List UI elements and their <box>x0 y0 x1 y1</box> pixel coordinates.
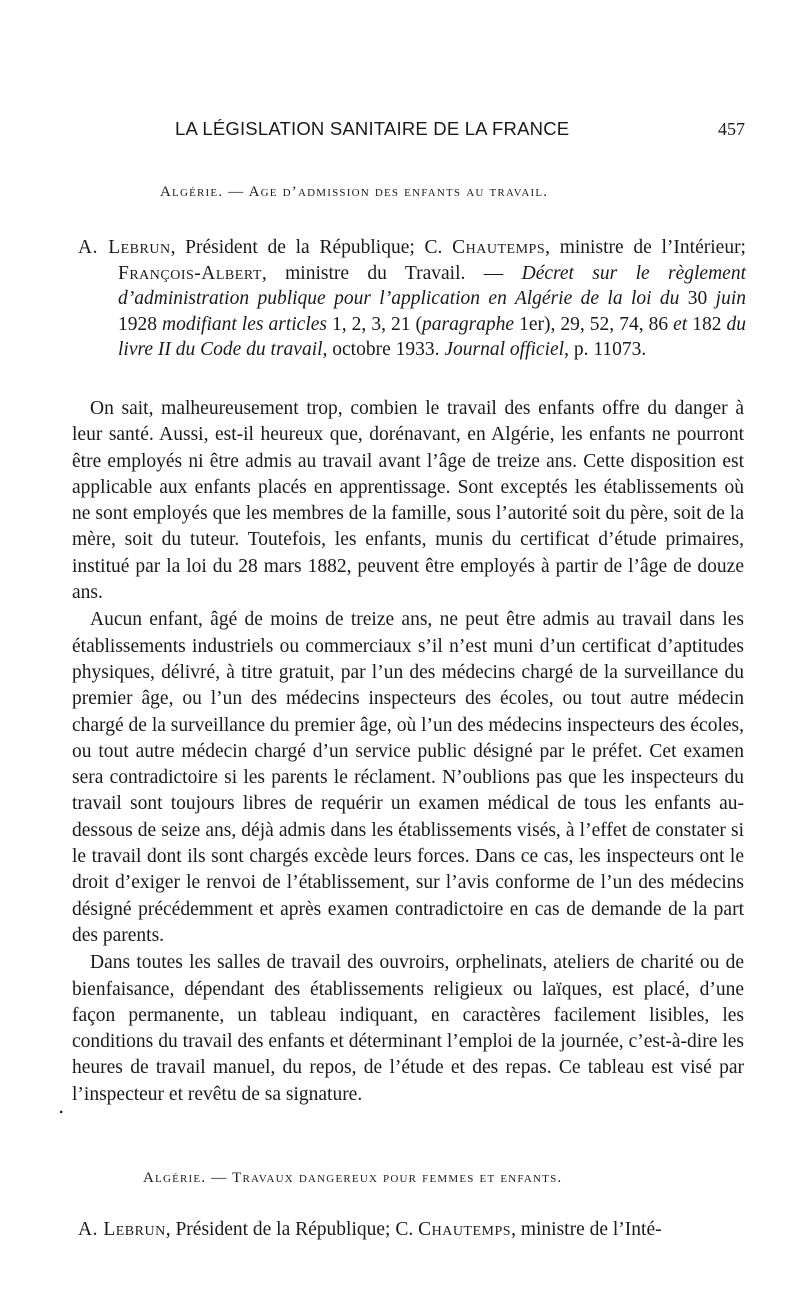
decree-citation <box>78 1217 746 1243</box>
section-heading-age-admission <box>160 184 548 201</box>
decree-title: Décret sur le règlement d’administration publique pour l’application en Algérie de la loi du <box>118 262 746 309</box>
heading-title: Travaux dangereux pour femmes et enfants. <box>232 1170 563 1186</box>
page-number: 457 <box>718 119 745 139</box>
decree-title: du livre II du Code du travail <box>118 313 747 360</box>
running-title: LA LÉGISLATION SANITAIRE DE LA FRANCE <box>175 118 570 139</box>
decree-text: , octobre 1933. <box>322 339 445 360</box>
decree-citation <box>78 235 746 363</box>
margin-mark: . <box>58 1094 65 1118</box>
running-head <box>175 118 745 148</box>
decree-text: , Président de la République; C. <box>165 1219 419 1240</box>
decree-text: 1er), 29, 52, 74, 86 <box>514 313 674 335</box>
decree-text: 1, 2, 3, 21 ( <box>327 313 422 335</box>
paragraph: Dans toutes les salles de travail des ouvroirs, orphelinats, ateliers de charité ou de bienfaisance, dépendant des établissements religieux ou laïques, est placé, d’une façon permanente, un tableau indiquant, en caractères facilement lisibles, les conditions du travail des enfants et déterminant l’emploi de la journée, c’est-à-dire les heures de travail manuel, du repos, de l’étude et des repas. Ce tableau est visé par l’inspecteur et revêtu de sa signature. <box>72 952 744 1105</box>
decree-text: , ministre de l’Intérieur; <box>545 237 746 258</box>
decree-title: paragraphe <box>422 313 515 335</box>
minister-name: François-Albert <box>118 262 262 284</box>
section-heading-travaux-dangereux <box>143 1170 562 1187</box>
journal-name: Journal officiel <box>444 339 565 360</box>
heading-title: Age d’admission des enfants au travail. <box>248 184 549 200</box>
heading-country: Algérie. <box>160 184 224 200</box>
decree-text: , p. 11073. <box>564 339 647 360</box>
decree-title: et <box>673 313 688 335</box>
paragraph: On sait, malheureusement trop, combien le travail des enfants offre du danger à leur santé. Aussi, est-il heureux que, dorénavant, en Algérie, les enfants ne pourront être employés ni être admis au travail avant l’âge de treize ans. Cette disposition est applicable aux enfants placés en apprentissage. Sont exceptés les établissements où ne sont employés que les membres de la famille, sous l’autorité soit du père, soit de la mère, soit du tuteur. Toutefois, les enfants, munis du certificat d’étude primaires, institué par la loi du 28 mars 1882, peuvent être employés à partir de l’âge de douze ans. <box>72 398 744 604</box>
decree-text: , ministre du Travail. — <box>261 262 522 284</box>
paragraph: Aucun enfant, âgé de moins de treize ans, ne peut être admis au travail dans les établissements industriels ou commerciaux s’il n’est muni d’un certificat d’aptitudes physiques, délivré, à titre gratuit, par l’un des médecins chargé de la surveillance du premier âge, ou l’un des médecins inspecteurs des écoles, ou tout autre médecin chargé de la surveillance du premier âge, où l’un des médecins inspecteurs des écoles, ou tout autre médecin chargé d’un service public désigné par le préfet. Cet examen sera contradictoire si les parents le réclament. N’oublions pas que les inspecteurs du travail sont toujours libres de requérir un examen médical de tous les enfants au-dessous de seize ans, déjà admis dans les établissements visés, à l’effet de constater si le travail dont ils sont chargés excède leurs forces. Dans ce cas, les inspecteurs ont le droit d’exiger le renvoi de l’établissement, sur l’avis conforme de l’un des médecins désigné précédemment et après examen contradictoire en cas de demande de la part des parents. <box>72 609 744 946</box>
decree-text: 30 <box>679 288 716 309</box>
president-name: A. Lebrun <box>78 237 171 258</box>
decree-text: , Président de la République; C. <box>170 237 453 258</box>
decree-text: , ministre de l’Inté- <box>511 1219 662 1240</box>
decree-title: juin <box>715 288 747 309</box>
minister-name: Chautemps <box>418 1219 512 1240</box>
decree-title: modifiant les articles <box>162 313 327 335</box>
minister-name: Chautemps <box>452 237 546 258</box>
decree-text: 182 <box>687 313 727 335</box>
decree-text: 1928 <box>118 313 163 335</box>
heading-dash: — <box>228 184 245 200</box>
body-text <box>72 396 744 1108</box>
heading-dash: — <box>211 1170 228 1186</box>
president-name: A. Lebrun <box>78 1219 166 1240</box>
heading-country: Algérie. <box>143 1170 207 1186</box>
